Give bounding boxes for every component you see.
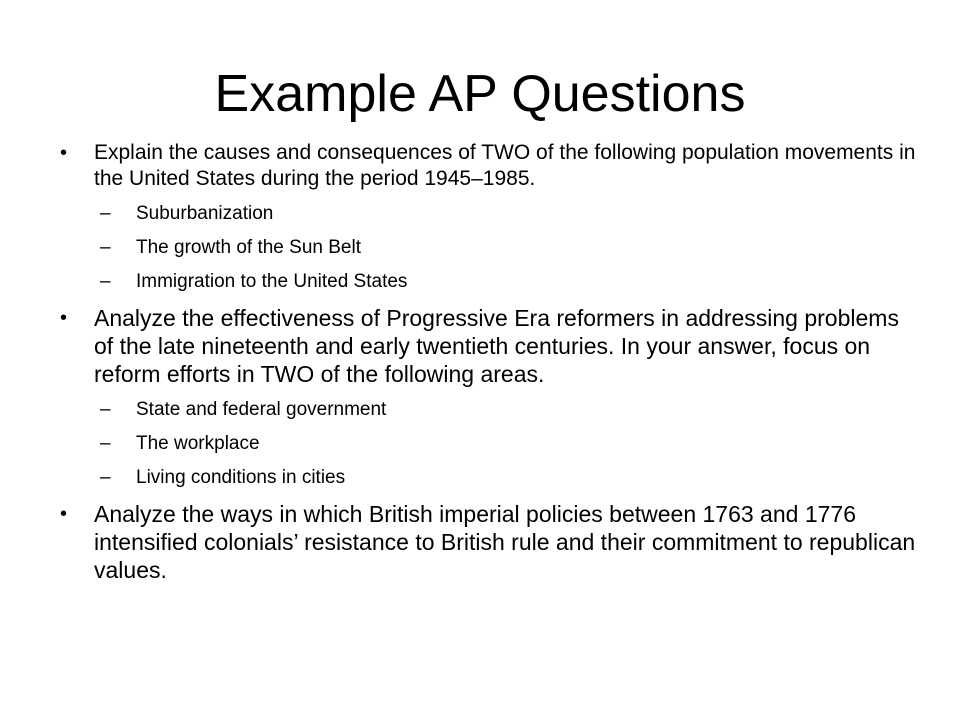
bullet-text: Analyze the ways in which British imperial policies between 1763 and 1776 intensified colonials’ resistance to British rule and their commitment to republican values. [94,501,916,583]
dash-icon: – [100,467,111,488]
sub-item [60,466,920,490]
dash-icon: – [100,399,111,420]
bullet-icon: • [60,307,68,329]
bullet-text: Analyze the effectiveness of Progressive Era reformers in addressing problems of the late nineteenth and early twentieth centuries. In your answer, focus on reform efforts in TWO of the following areas. [94,305,899,387]
question-block-2 [60,304,920,490]
question-block-3 [60,500,920,584]
sub-item-text: Living conditions in cities [136,467,346,488]
bullet-icon: • [60,503,68,525]
dash-icon: – [100,237,111,258]
dash-icon: – [100,203,111,224]
bullet-item [60,500,920,584]
bullet-icon: • [60,142,68,164]
slide-title: Example AP Questions [214,65,746,123]
question-block-1 [60,140,920,294]
bullet-text: Explain the causes and consequences of TWO of the following population movements in the United States during the period 1945–1985. [94,141,916,190]
sub-item-text: The growth of the Sun Belt [136,237,361,258]
sub-item-text: State and federal government [136,399,387,420]
sub-item [60,270,920,294]
sub-item-text: Suburbanization [136,203,274,224]
dash-icon: – [100,271,111,292]
dash-icon: – [100,433,111,454]
sub-item [60,432,920,456]
sub-item-text: The workplace [136,433,260,454]
sub-list [60,202,920,294]
bullet-item [60,140,920,192]
sub-list [60,398,920,490]
bullet-item [60,304,920,388]
sub-item [60,236,920,260]
slide-content [60,140,920,592]
sub-item-text: Immigration to the United States [136,271,408,292]
sub-item [60,398,920,422]
sub-item [60,202,920,226]
